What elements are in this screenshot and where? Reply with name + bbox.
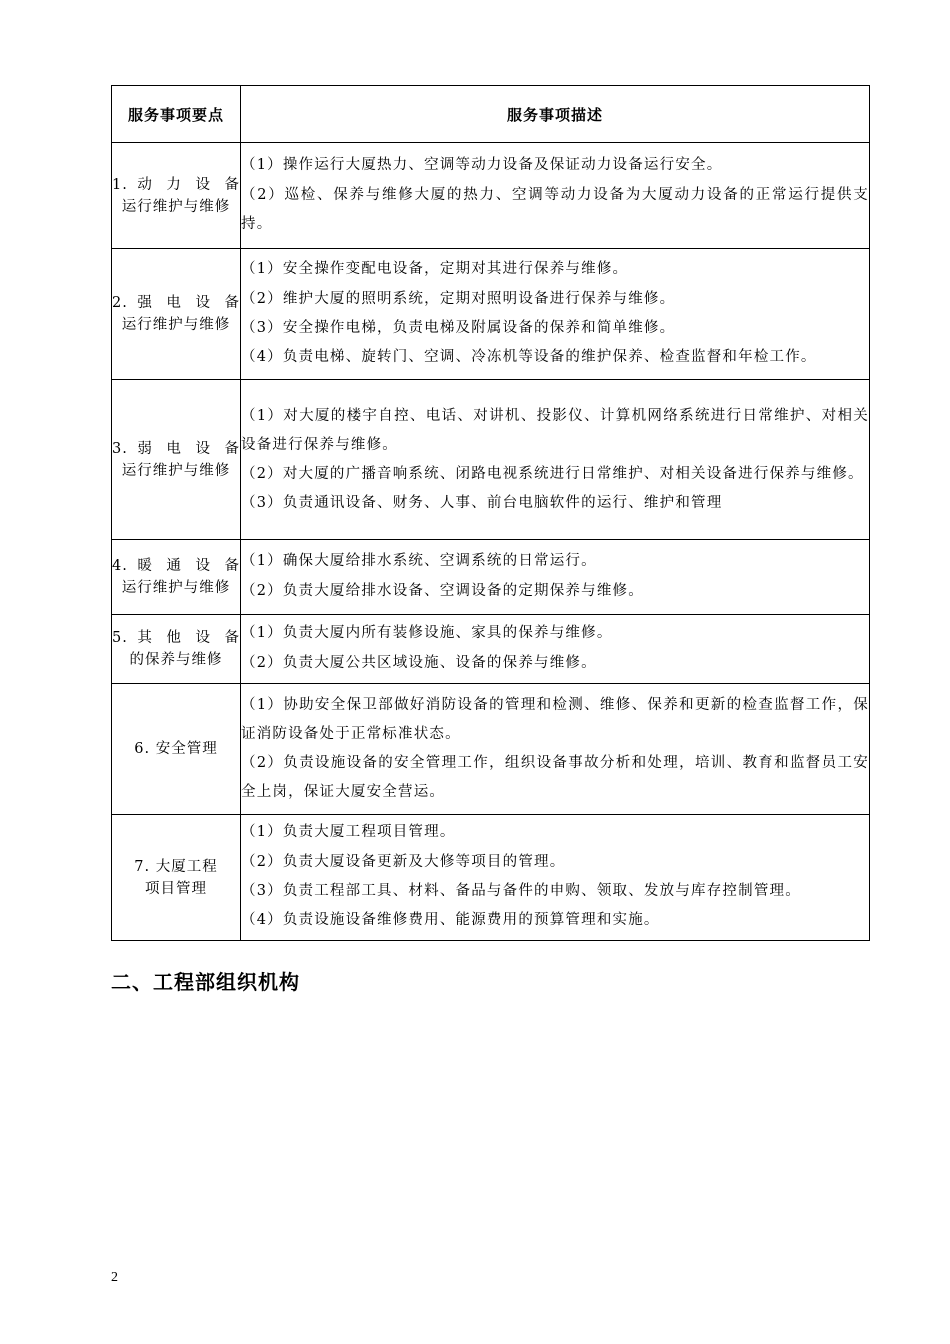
service-items-table [111,85,870,941]
header-service-key: 服务事项要点 [112,86,241,143]
service-desc-cell [241,143,870,249]
service-key-cell [112,615,241,684]
desc-item: （2）负责大厦公共区域设施、设备的保养与维修。 [241,654,597,671]
desc-item: （4）负责设施设备维修费用、能源费用的预算管理和实施。 [241,912,660,928]
table-header-row [112,86,870,143]
service-key-cell [112,143,241,249]
desc-item: （2）负责大厦给排水设备、空调设备的定期保养与维修。 [241,582,644,599]
page-number: 2 [111,1270,118,1285]
table-row [112,815,870,941]
service-key-line1: 4. 暖 通 设 备 [112,558,240,574]
service-desc-cell [241,615,870,684]
service-desc-cell [241,380,870,540]
service-key-cell [112,684,241,815]
service-key-line1: 3. 弱 电 设 备 [112,440,240,457]
table-row [112,380,870,540]
desc-item: （1）负责大厦工程项目管理。 [241,824,456,840]
service-key-line2: 运行维护与维修 [121,198,231,215]
header-service-desc: 服务事项描述 [241,86,870,143]
desc-item: （1）操作运行大厦热力、空调等动力设备及保证动力设备运行安全。 [241,156,723,173]
service-key-cell [112,815,241,941]
service-key-line2: 项目管理 [145,880,207,897]
service-key-line1: 2. 强 电 设 备 [112,295,240,311]
desc-item: （1）协助安全保卫部做好消防设备的管理和检测、维修、保养和更新的检查监督工作，保证消防设备处于正常标准状态。 [241,697,869,742]
section-heading: 二、工程部组织机构 [111,970,300,994]
desc-item: （1）负责大厦内所有装修设施、家具的保养与维修。 [241,624,613,641]
service-desc-cell [241,684,870,815]
desc-item: （2）巡检、保养与维修大厦的热力、空调等动力设备为大厦动力设备的正常运行提供支持。 [241,186,869,232]
service-key-cell [112,540,241,615]
service-key-line1: 1. 动 力 设 备 [112,176,240,193]
service-desc-cell [241,249,870,380]
table-row [112,249,870,380]
desc-item: （3）负责通讯设备、财务、人事、前台电脑软件的运行、维护和管理 [241,494,723,511]
service-key-line2: 运行维护与维修 [121,317,231,333]
table-row [112,143,870,249]
service-key-cell [112,380,241,540]
table-row [112,684,870,815]
table-row [112,540,870,615]
service-key-line2: 运行维护与维修 [121,580,231,596]
desc-item: （3）负责工程部工具、材料、备品与备件的申购、领取、发放与库存控制管理。 [241,883,801,899]
service-key-line1: 7. 大厦工程 [134,858,218,875]
desc-item: （2）负责大厦设备更新及大修等项目的管理。 [241,854,566,870]
service-desc-cell [241,540,870,615]
desc-item: （1）确保大厦给排水系统、空调系统的日常运行。 [241,552,597,569]
service-key-line1: 5. 其 他 设 备 [112,630,240,646]
desc-item: （1）对大厦的楼宇自控、电话、对讲机、投影仪、计算机网络系统进行日常维护、对相关设备进行保养与维修。 [241,407,869,453]
service-key-line1: 6. 安全管理 [134,741,218,757]
desc-item: （4）负责电梯、旋转门、空调、冷冻机等设备的维护保养、检查监督和年检工作。 [241,348,817,365]
service-key-line2: 运行维护与维修 [121,462,231,479]
desc-item: （2）对大厦的广播音响系统、闭路电视系统进行日常维护、对相关设备进行保养与维修。 [241,465,864,482]
desc-item: （3）安全操作电梯，负责电梯及附属设备的保养和简单维修。 [241,319,676,336]
desc-item: （2）负责设施设备的安全管理工作，组织设备事故分析和处理，培训、教育和监督员工安全上岗，保证大厦安全营运。 [241,755,869,800]
service-key-line2: 的保养与维修 [129,652,223,668]
desc-item: （2）维护大厦的照明系统，定期对照明设备进行保养与维修。 [241,290,676,307]
table-row [112,615,870,684]
desc-item: （1）安全操作变配电设备，定期对其进行保养与维修。 [241,260,629,277]
service-key-cell [112,249,241,380]
service-desc-cell [241,815,870,941]
